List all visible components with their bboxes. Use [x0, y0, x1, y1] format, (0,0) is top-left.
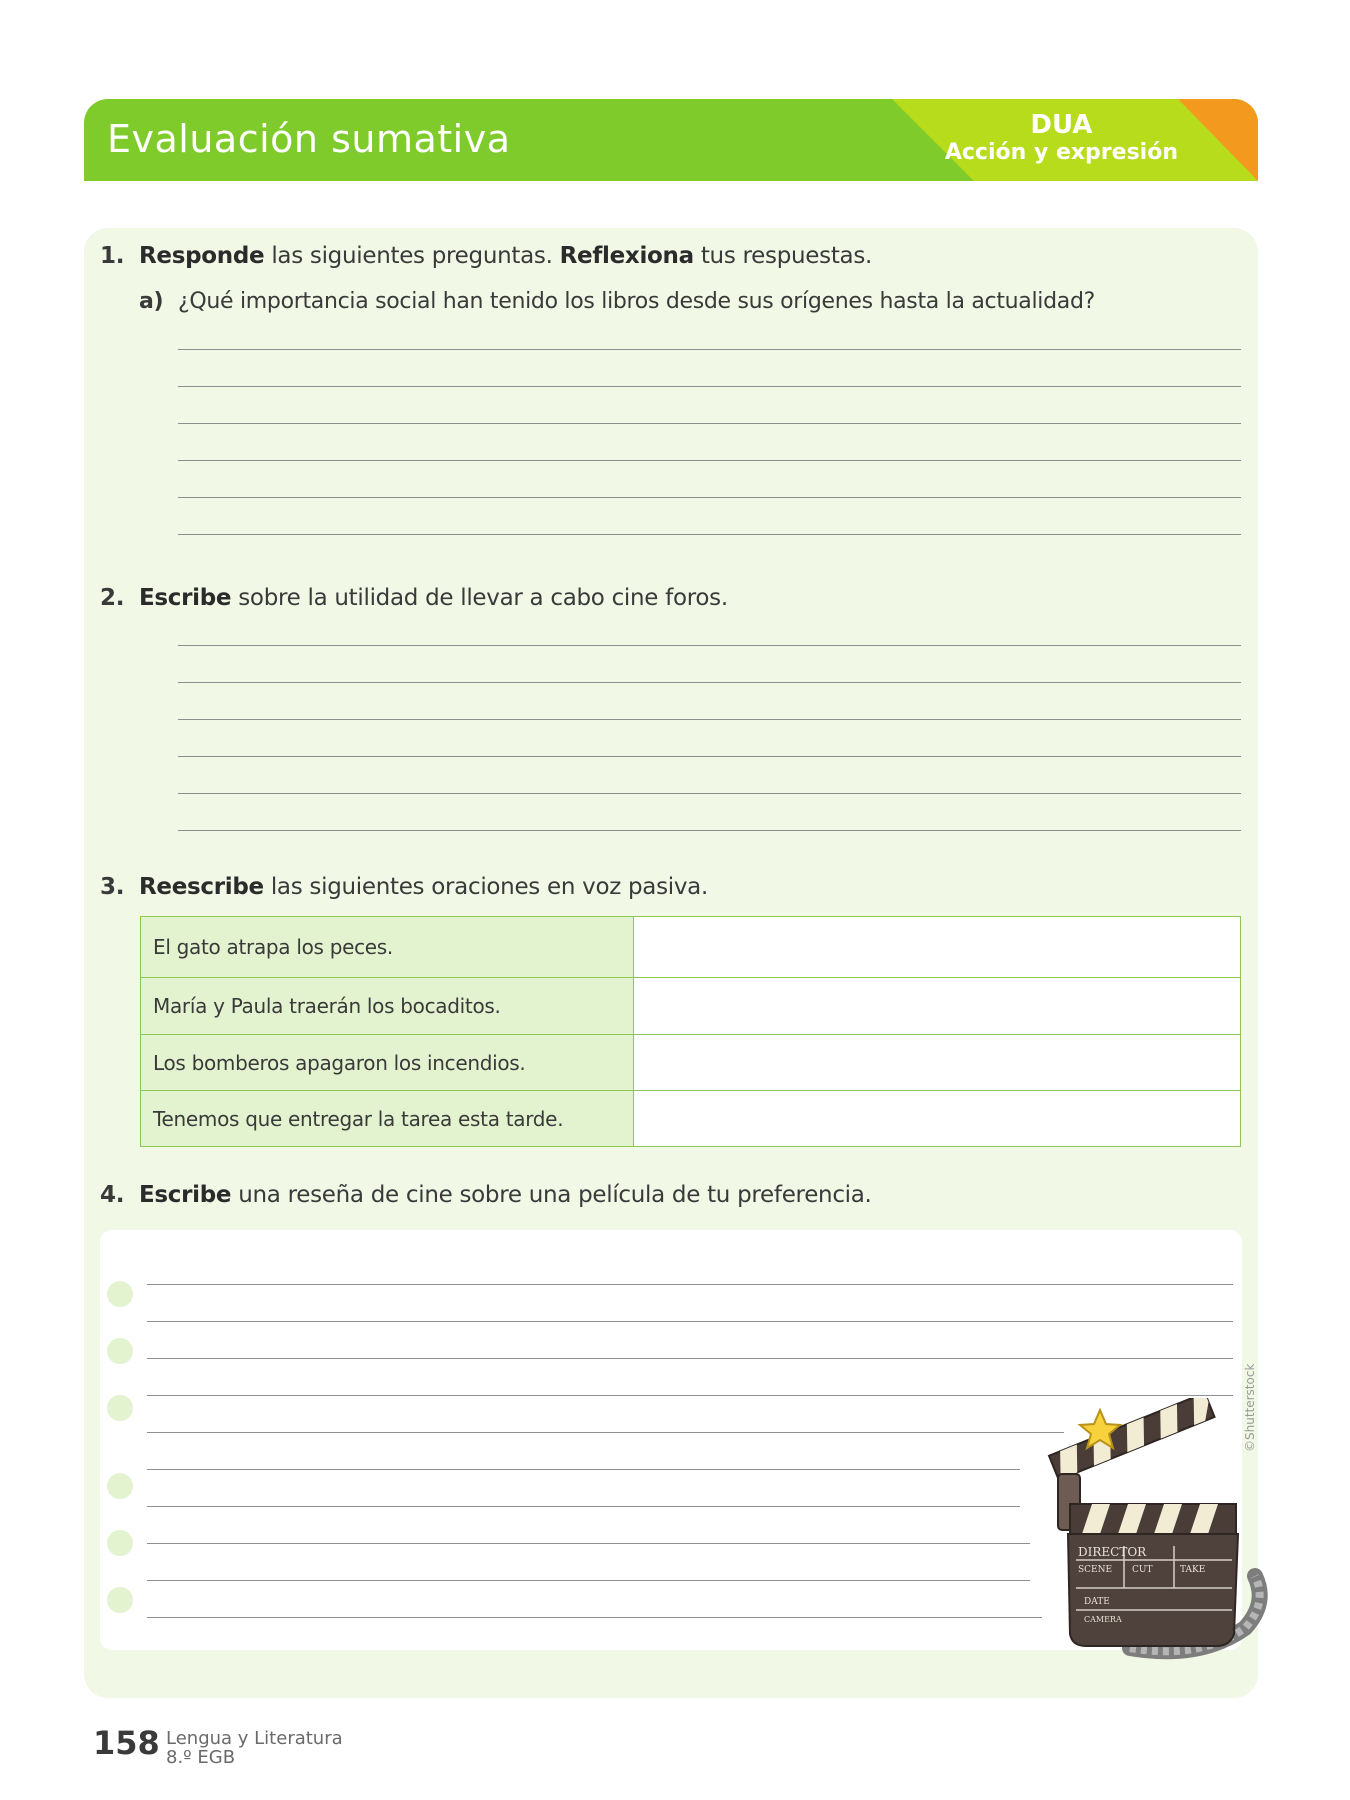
clapperboard-illustration	[1040, 1398, 1270, 1660]
review-line[interactable]	[147, 1358, 1233, 1359]
question-verb: Reescribe	[139, 874, 264, 900]
question-verb: Reflexiona	[559, 243, 694, 269]
question-text: una reseña de cine sobre una película de tu preferencia.	[231, 1182, 872, 1208]
table-row	[141, 917, 1241, 978]
question-verb: Responde	[139, 243, 265, 269]
sentence-cell: Los bomberos apagaron los incendios.	[141, 1035, 634, 1091]
clapper-take-label: TAKE	[1180, 1565, 1206, 1575]
sentence-cell: Tenemos que entregar la tarea esta tarde.	[141, 1091, 634, 1147]
clapper-date-label: DATE	[1084, 1597, 1110, 1607]
question-text: sobre la utilidad de llevar a cabo cine foros.	[231, 585, 728, 611]
question-verb: Escribe	[139, 1182, 232, 1208]
question-text: tus respuestas.	[693, 243, 873, 269]
question-4	[100, 1182, 872, 1208]
sub-question-letter: a)	[139, 289, 164, 314]
question-text: las siguientes oraciones en voz pasiva.	[263, 874, 708, 900]
question-3	[100, 874, 708, 900]
question-number: 3.	[100, 874, 125, 900]
answer-line[interactable]	[178, 645, 1241, 646]
table-row	[141, 978, 1241, 1035]
clapper-director-label: DIRECTOR	[1078, 1545, 1147, 1559]
answer-cell[interactable]	[634, 917, 1241, 978]
clapper-scene-label: SCENE	[1078, 1565, 1113, 1575]
review-line[interactable]	[147, 1617, 1042, 1618]
review-line[interactable]	[147, 1580, 1030, 1581]
answer-line[interactable]	[178, 756, 1241, 757]
answer-line[interactable]	[178, 793, 1241, 794]
image-credit: ©Shutterstock	[1243, 1363, 1257, 1452]
review-line[interactable]	[147, 1284, 1233, 1285]
question-1	[100, 243, 872, 269]
sentence-cell: María y Paula traerán los bocaditos.	[141, 978, 634, 1035]
clapper-camera-label: CAMERA	[1084, 1615, 1122, 1624]
grade-level: 8.º EGB	[166, 1747, 236, 1768]
question-text: las siguientes preguntas.	[264, 243, 560, 269]
review-line[interactable]	[147, 1506, 1020, 1507]
sentence-cell: El gato atrapa los peces.	[141, 917, 634, 978]
answer-cell[interactable]	[634, 1091, 1241, 1147]
binder-hole	[107, 1587, 133, 1613]
review-line[interactable]	[147, 1395, 1233, 1396]
section-header	[84, 99, 1258, 181]
clapper-cut-label: CUT	[1132, 1565, 1153, 1575]
answer-line[interactable]	[178, 386, 1241, 387]
review-line[interactable]	[147, 1321, 1233, 1322]
question-1a	[139, 289, 1095, 314]
subject-name: Lengua y Literatura	[166, 1728, 343, 1749]
question-number: 1.	[100, 243, 125, 269]
answer-line[interactable]	[178, 423, 1241, 424]
binder-hole	[107, 1281, 133, 1307]
sub-question-text: ¿Qué importancia social han tenido los libros desde sus orígenes hasta la actualidad?	[178, 289, 1095, 314]
answer-cell[interactable]	[634, 1035, 1241, 1091]
clapper-arm-icon	[1049, 1398, 1215, 1480]
dua-tag-subtitle: Acción y expresión	[944, 140, 1178, 165]
passive-voice-table	[140, 916, 1241, 1147]
binder-hole	[107, 1473, 133, 1499]
binder-hole	[107, 1530, 133, 1556]
page-number: 158	[93, 1724, 160, 1762]
answer-line[interactable]	[178, 534, 1241, 535]
answer-line[interactable]	[178, 349, 1241, 350]
binder-hole	[107, 1338, 133, 1364]
question-2	[100, 585, 728, 611]
answer-line[interactable]	[178, 682, 1241, 683]
review-line[interactable]	[147, 1432, 1064, 1433]
table-row	[141, 1035, 1241, 1091]
table-row	[141, 1091, 1241, 1147]
answer-line[interactable]	[178, 830, 1241, 831]
answer-line[interactable]	[178, 460, 1241, 461]
question-number: 2.	[100, 585, 125, 611]
answer-line[interactable]	[178, 497, 1241, 498]
question-number: 4.	[100, 1182, 125, 1208]
review-line[interactable]	[147, 1469, 1020, 1470]
dua-tag-text	[945, 111, 1178, 167]
review-line[interactable]	[147, 1543, 1030, 1544]
question-verb: Escribe	[139, 585, 232, 611]
answer-line[interactable]	[178, 719, 1241, 720]
binder-hole	[107, 1395, 133, 1421]
dua-tag-title: DUA	[1030, 110, 1093, 140]
footer-subject	[166, 1729, 343, 1767]
answer-cell[interactable]	[634, 978, 1241, 1035]
section-title: Evaluación sumativa	[107, 117, 511, 161]
